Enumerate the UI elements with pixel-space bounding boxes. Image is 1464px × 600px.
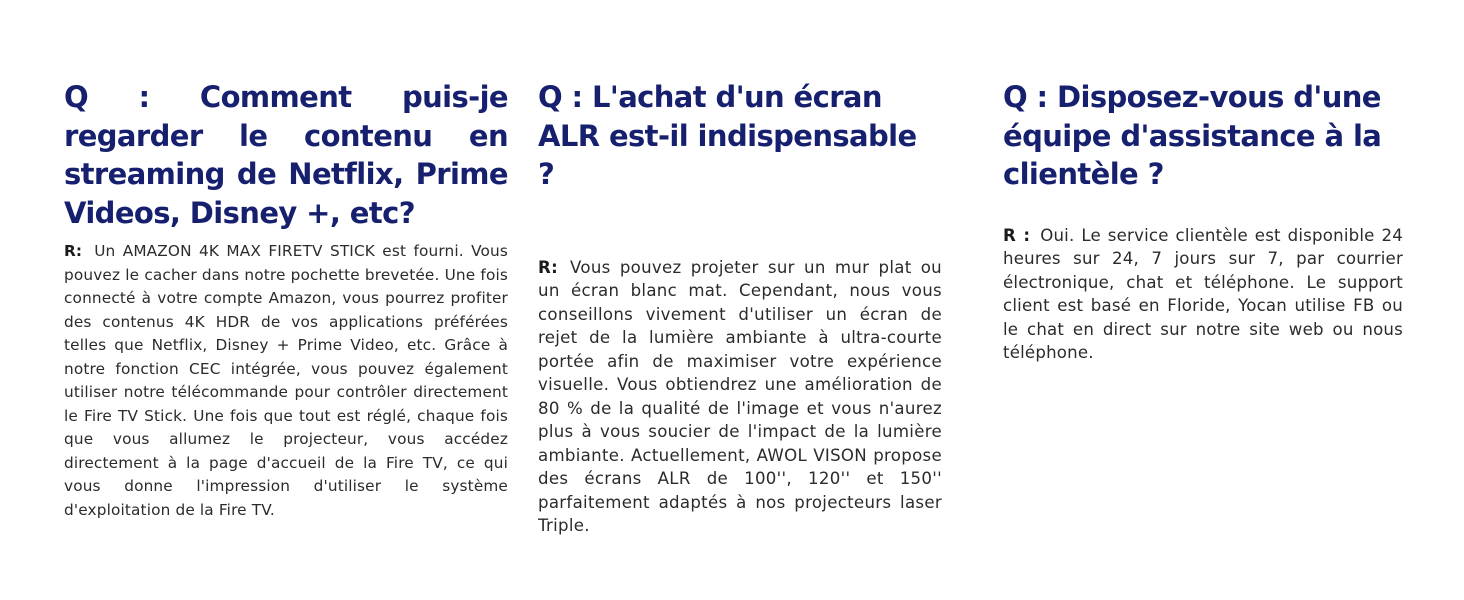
faq-answer — [64, 240, 508, 522]
answer-label: R: — [538, 257, 559, 277]
answer-text: Oui. Le service clientèle est disponible 24 heures sur 24, 7 jours sur 7, par courrier électronique, chat et téléphone. Le support client est basé en Floride, Yocan utilise FB ou le chat en direct sur notre site web ou nous téléphone. — [1003, 225, 1403, 362]
faq-question: Q : Disposez-vous d'une équipe d'assistance à la clientèle ? — [1003, 80, 1382, 191]
faq-item-streaming — [64, 78, 508, 522]
faq-question: Q : Comment puis-je regarder le contenu en streaming de Netflix, Prime Videos, Disney +, etc? — [64, 80, 508, 230]
answer-text: Vous pouvez projeter sur un mur plat ou un écran blanc mat. Cependant, nous vous conseillons vivement d'utiliser un écran de rejet de la lumière ambiante à ultra-courte portée afin de maximiser votre expérience visuelle. Vous obtiendrez une amélioration de 80 % de la qualité de l'image et vous n'aurez plus à vous soucier de l'impact de la lumière ambiante. Actuellement, AWOL VISON propose des écrans ALR de 100'', 120'' et 150'' parfaitement adaptés à nos projecteurs laser Triple. — [538, 257, 942, 535]
answer-label: R: — [64, 242, 83, 260]
answer-text: Un AMAZON 4K MAX FIRETV STICK est fourni. Vous pouvez le cacher dans notre pochette brevetée. Une fois connecté à votre compte Amazon, vous pourrez profiter des contenus 4K HDR de vos applications préférées telles que Netflix, Disney + Prime Video, etc. Grâce à notre fonction CEC intégrée, vous pouvez également utiliser notre télécommande pour contrôler directement le Fire TV Stick. Une fois que tout est réglé, chaque fois que vous allumez le projecteur, vous accédez directement à la page d'accueil de la Fire TV, ce qui vous donne l'impression d'utiliser le système d'exploitation de la Fire TV. — [64, 242, 508, 519]
faq-answer — [1003, 224, 1403, 365]
faq-question: Q : L'achat d'un écran ALR est-il indispensable ? — [538, 80, 917, 191]
answer-label: R : — [1003, 225, 1031, 245]
faq-answer — [538, 256, 942, 538]
faq-item-support — [1003, 78, 1403, 365]
faq-item-alr-screen — [538, 78, 942, 538]
